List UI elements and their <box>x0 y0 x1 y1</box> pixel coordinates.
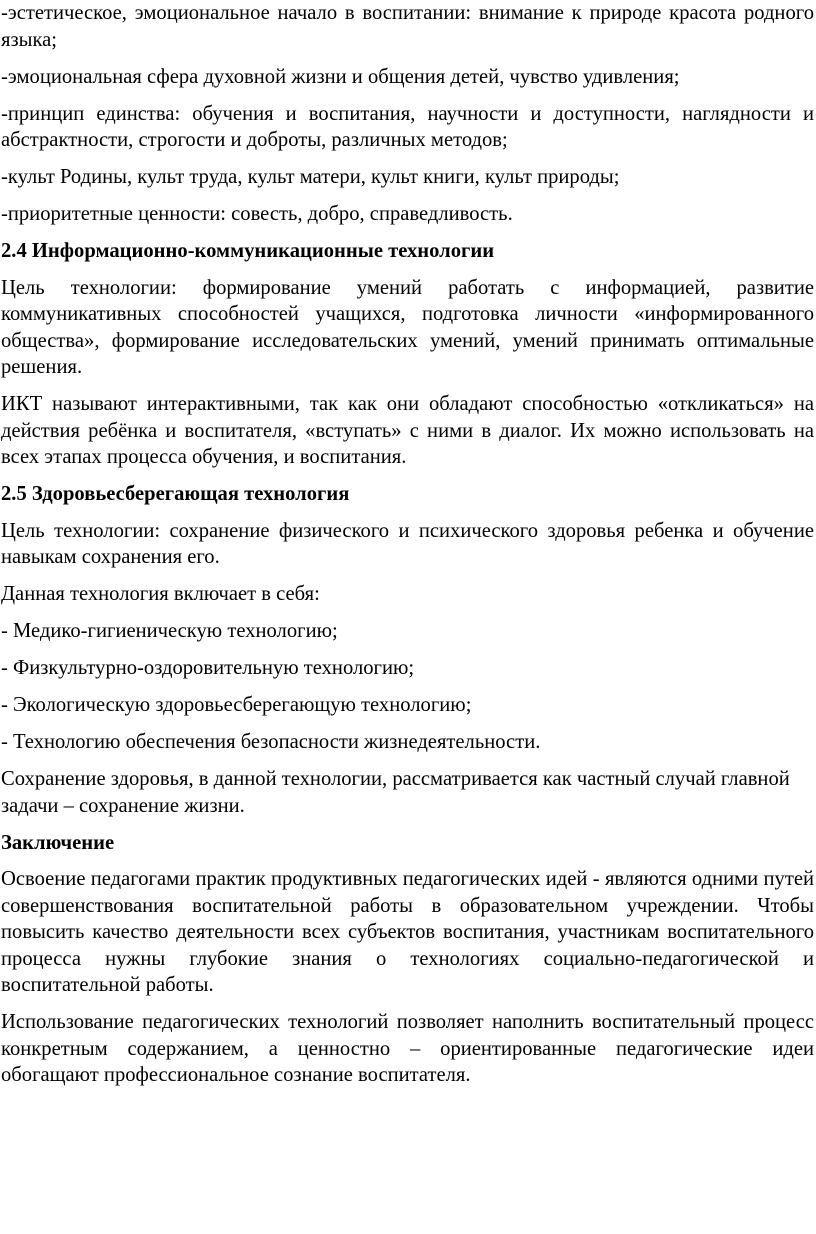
paragraph-ikt-interactive: ИКТ называют интерактивными, так как они обладают способностью «откликаться» на действия ребёнка и воспитателя, «вступать» с ними в диалог. Их можно использовать на всех этапах процесса обучения, и воспитания. <box>1 393 814 468</box>
paragraph-emotional: -эмоциональная сфера духовной жизни и общения детей, чувство удивления; <box>1 65 680 88</box>
paragraph-unity-principle: -принцип единства: обучения и воспитания, научности и доступности, наглядности и абстрактности, строгости и доброты, различных методов; <box>1 102 814 151</box>
list-item-physical-culture: - Физкультурно-оздоровительную технологию; <box>1 657 415 679</box>
list-item-medical-hygienic: - Медико-гигиеническую технологию; <box>1 620 338 642</box>
section-heading-health: 2.5 Здоровьесберегающая технология <box>1 483 350 505</box>
paragraph-conclusion-usage: Использование педагогических технологий позволяет наполнить воспитательный процесс конкретным содержанием, а ценностно – ориентированные педагогические идеи обогащают профессиональное сознание воспитателя. <box>1 1011 814 1086</box>
paragraph-ikt-goal: Цель технологии: формирование умений работать с информацией, развитие коммуникативных способностей учащихся, подготовка личности «информированного общества», формирование исследовательских умений, умений принимать оптимальные решения. <box>1 276 814 378</box>
paragraph-health-conclusion: Сохранение здоровья, в данной технологии, рассматривается как частный случай главной задачи – сохранение жизни. <box>1 768 790 817</box>
paragraph-priority-values: -приоритетные ценности: совесть, добро, справедливость. <box>1 203 513 225</box>
paragraph-conclusion-mastery: Освоение педагогами практик продуктивных педагогических идей - являются одними путей совершенствования воспитательной работы в образовательном учреждении. Чтобы повысить качество деятельности всех субъектов воспитания, участникам воспитательного процесса нужны глубокие знания о технологиях социально-педагогической и воспитательной работы. <box>1 868 814 996</box>
section-heading-conclusion: Заключение <box>1 831 115 854</box>
paragraph-cults: -культ Родины, культ труда, культ матери, культ книги, культ природы; <box>1 166 620 188</box>
list-item-ecological: - Экологическую здоровьесберегающую технологию; <box>1 694 472 716</box>
list-item-life-safety: - Технологию обеспечения безопасности жизнедеятельности. <box>1 731 541 753</box>
paragraph-aesthetic: -эстетическое, эмоциональное начало в воспитании: внимание к природе красота родного языка; <box>1 2 814 51</box>
paragraph-health-intro: Данная технология включает в себя: <box>1 583 320 605</box>
section-heading-ikt: 2.4 Информационно-коммуникационные технологии <box>1 240 495 262</box>
paragraph-health-goal: Цель технологии: сохранение физического и психического здоровья ребенка и обучение навыкам сохранения его. <box>1 519 814 568</box>
